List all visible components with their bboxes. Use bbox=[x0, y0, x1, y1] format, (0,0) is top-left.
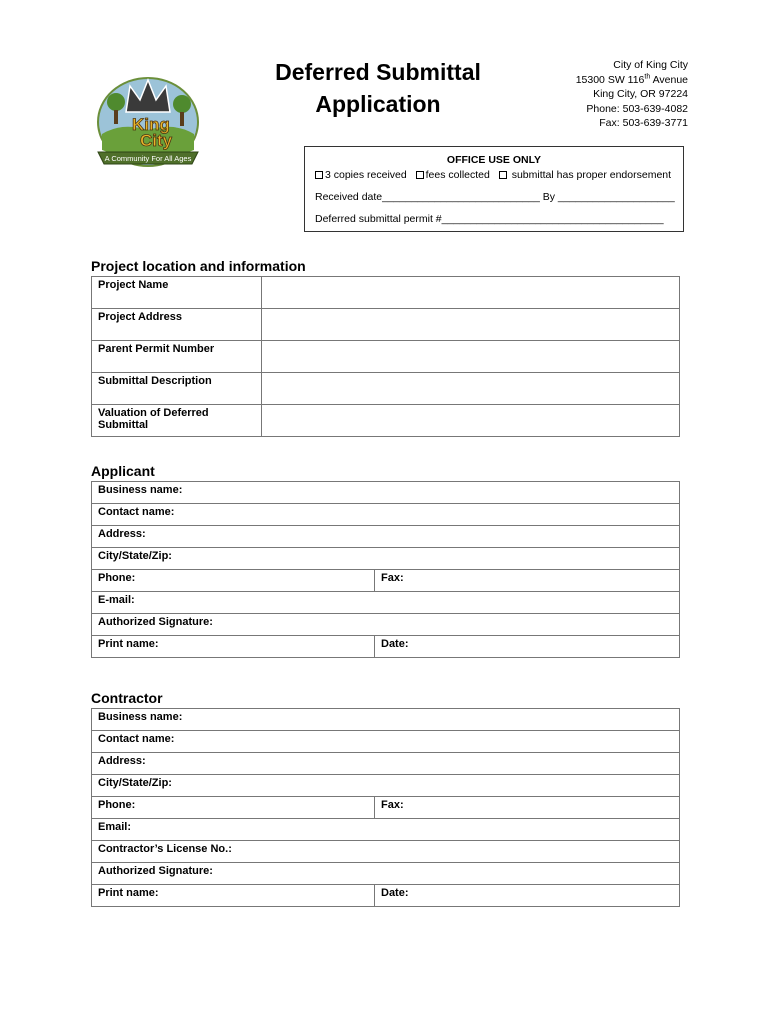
table-row bbox=[92, 797, 680, 819]
submittal-description-label: Submittal Description bbox=[92, 373, 262, 405]
applicant-fax-field[interactable]: Fax: bbox=[375, 570, 680, 592]
city-address bbox=[488, 58, 688, 131]
table-row bbox=[92, 277, 680, 309]
contractor-print-name-field[interactable]: Print name: bbox=[92, 885, 375, 907]
valuation-field[interactable] bbox=[262, 405, 680, 437]
applicant-address-field[interactable]: Address: bbox=[92, 526, 680, 548]
applicant-business-field[interactable]: Business name: bbox=[92, 482, 680, 504]
checkbox-icon[interactable] bbox=[499, 171, 507, 179]
applicant-phone-field[interactable]: Phone: bbox=[92, 570, 375, 592]
address-line-3: King City, OR 97224 bbox=[593, 88, 688, 100]
contractor-fax-field[interactable]: Fax: bbox=[375, 797, 680, 819]
checkbox-icon[interactable] bbox=[315, 171, 323, 179]
applicant-heading: Applicant bbox=[91, 463, 155, 479]
check-fees[interactable]: fees collected bbox=[416, 169, 490, 181]
project-heading: Project location and information bbox=[91, 258, 306, 274]
address-phone: Phone: 503-639-4082 bbox=[586, 102, 688, 115]
contractor-table bbox=[91, 708, 680, 907]
table-row bbox=[92, 863, 680, 885]
contractor-contact-field[interactable]: Contact name: bbox=[92, 731, 680, 753]
contractor-business-field[interactable]: Business name: bbox=[92, 709, 680, 731]
contractor-email-field[interactable]: Email: bbox=[92, 819, 680, 841]
project-table bbox=[91, 276, 680, 437]
contractor-license-field[interactable]: Contractor’s License No.: bbox=[92, 841, 680, 863]
project-name-label: Project Name bbox=[92, 277, 262, 309]
logo-text-bottom: City bbox=[140, 131, 173, 150]
applicant-date-field[interactable]: Date: bbox=[375, 636, 680, 658]
applicant-contact-field[interactable]: Contact name: bbox=[92, 504, 680, 526]
table-row bbox=[92, 373, 680, 405]
logo-tagline: A Community For All Ages bbox=[104, 154, 192, 163]
table-row bbox=[92, 526, 680, 548]
table-row bbox=[92, 592, 680, 614]
permit-number-line[interactable]: Deferred submittal permit #______________________________________ bbox=[315, 213, 664, 225]
table-row bbox=[92, 731, 680, 753]
contractor-phone-field[interactable]: Phone: bbox=[92, 797, 375, 819]
table-row bbox=[92, 775, 680, 797]
address-fax: Fax: 503-639-3771 bbox=[599, 117, 688, 129]
table-row bbox=[92, 636, 680, 658]
title-line-2: Application bbox=[315, 91, 441, 117]
logo-text-top: King bbox=[132, 115, 170, 134]
applicant-email-field[interactable]: E-mail: bbox=[92, 592, 680, 614]
address-line-1: City of King City bbox=[613, 59, 688, 71]
applicant-print-name-field[interactable]: Print name: bbox=[92, 636, 375, 658]
table-row bbox=[92, 482, 680, 504]
applicant-city-field[interactable]: City/State/Zip: bbox=[92, 548, 680, 570]
submittal-description-field[interactable] bbox=[262, 373, 680, 405]
king-city-logo bbox=[92, 72, 204, 172]
office-use-heading: OFFICE USE ONLY bbox=[446, 154, 542, 166]
office-use-box bbox=[304, 146, 684, 232]
parent-permit-field[interactable] bbox=[262, 341, 680, 373]
contractor-date-field[interactable]: Date: bbox=[375, 885, 680, 907]
table-row bbox=[92, 753, 680, 775]
contractor-city-field[interactable]: City/State/Zip: bbox=[92, 775, 680, 797]
contractor-heading: Contractor bbox=[91, 690, 163, 706]
table-row bbox=[92, 709, 680, 731]
project-address-label: Project Address bbox=[92, 309, 262, 341]
table-row bbox=[92, 504, 680, 526]
table-row bbox=[92, 841, 680, 863]
table-row bbox=[92, 614, 680, 636]
project-name-field[interactable] bbox=[262, 277, 680, 309]
contractor-address-field[interactable]: Address: bbox=[92, 753, 680, 775]
applicant-signature-field[interactable]: Authorized Signature: bbox=[92, 614, 680, 636]
contractor-signature-field[interactable]: Authorized Signature: bbox=[92, 863, 680, 885]
received-date-line[interactable]: Received date___________________________ By ____________________ bbox=[315, 191, 675, 203]
office-use-checks bbox=[315, 169, 677, 181]
table-row bbox=[92, 885, 680, 907]
table-row bbox=[92, 570, 680, 592]
address-line-2: 15300 SW 116th Avenue bbox=[575, 73, 688, 86]
title-line-1: Deferred Submittal bbox=[275, 59, 481, 85]
project-address-field[interactable] bbox=[262, 309, 680, 341]
check-endorsement[interactable]: submittal has proper endorsement bbox=[499, 169, 671, 181]
table-row bbox=[92, 405, 680, 437]
page-title bbox=[268, 56, 488, 120]
checkbox-icon[interactable] bbox=[416, 171, 424, 179]
parent-permit-label: Parent Permit Number bbox=[92, 341, 262, 373]
table-row bbox=[92, 548, 680, 570]
table-row bbox=[92, 309, 680, 341]
table-row bbox=[92, 341, 680, 373]
applicant-table bbox=[91, 481, 680, 658]
valuation-label: Valuation of Deferred Submittal bbox=[92, 405, 262, 437]
table-row bbox=[92, 819, 680, 841]
check-copies[interactable]: 3 copies received bbox=[315, 169, 407, 181]
